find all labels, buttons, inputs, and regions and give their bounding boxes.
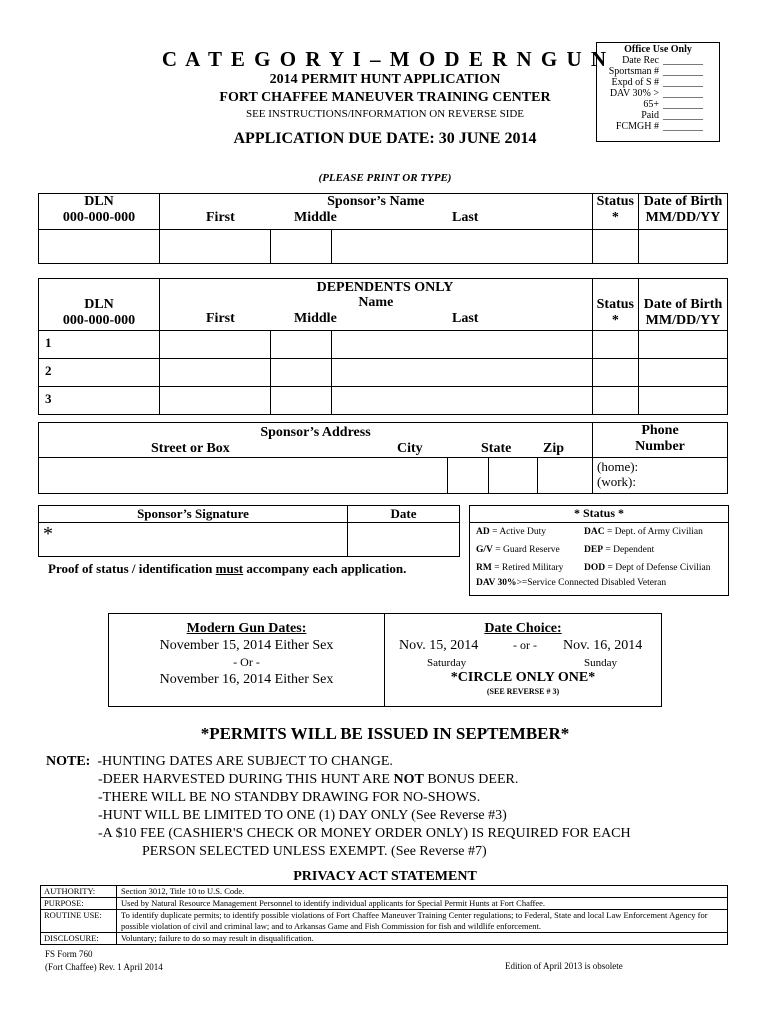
office-row <box>597 110 719 121</box>
sponsor-status-input[interactable] <box>593 230 638 250</box>
status-dav: DAV 30%>=Service Connected Disabled Veteran <box>476 578 667 588</box>
dep-middle-input[interactable] <box>271 359 331 379</box>
sponsor-last-cell[interactable] <box>332 230 593 264</box>
dependent-number: 3 <box>45 391 52 406</box>
dates-box <box>108 613 662 707</box>
office-row <box>597 55 719 66</box>
sponsor-last-input[interactable] <box>332 230 592 250</box>
state-input[interactable] <box>489 458 537 478</box>
city-cell[interactable] <box>448 458 489 494</box>
dep-dob-header: Date of Birth MM/DD/YY <box>639 279 728 331</box>
dep-first-cell[interactable] <box>160 359 271 387</box>
dep-status-input[interactable] <box>593 359 638 379</box>
dep-dob-input[interactable] <box>639 359 727 379</box>
office-label: Paid <box>641 110 659 121</box>
office-label: Sportsman # <box>608 66 659 77</box>
dependents-table <box>38 278 728 415</box>
city-input[interactable] <box>448 458 488 478</box>
dep-middle-cell[interactable] <box>271 331 332 359</box>
privacy-title: PRIVACY ACT STATEMENT <box>293 869 477 884</box>
dep-last-cell[interactable] <box>332 359 593 387</box>
due-date: APPLICATION DUE DATE: 30 JUNE 2014 <box>233 130 537 147</box>
privacy-value: To identify duplicate permits; to identify possible violations of Fort Chaffee Maneuver Training Center regulations; to Federal, State and local Law Enforcement Agency for possible violation of civil and criminal law; and to Arkansas Game and Fish Commission for fish and wildlife enforcement. <box>121 910 708 931</box>
dep-status-input[interactable] <box>593 387 638 407</box>
see-instructions: SEE INSTRUCTIONS/INFORMATION ON REVERSE SIDE <box>245 108 525 120</box>
dep-dln-input[interactable] <box>39 359 159 379</box>
dep-status-header: Status * <box>592 279 638 331</box>
signature-table <box>38 505 460 557</box>
sponsor-status-cell[interactable] <box>592 230 638 264</box>
dependent-row <box>39 387 728 415</box>
status-legend-row: RM = Retired Military DOD = Dept of Defense Civilian <box>476 563 711 573</box>
dep-middle-cell[interactable] <box>271 387 332 415</box>
proof-note: Proof of status / identification must accompany each application. <box>48 561 407 576</box>
office-label: FCMGH # <box>615 121 659 132</box>
modern-gun-dates: Modern Gun Dates: November 15, 2014 Either Sex - Or - November 16, 2014 Either Sex <box>159 621 334 687</box>
office-label: 65+ <box>643 99 659 110</box>
privacy-box <box>40 885 728 945</box>
office-blank[interactable]: ________ <box>663 110 703 121</box>
sponsor-name-header: Sponsor’s Name First Middle Last <box>160 194 593 230</box>
privacy-key: PURPOSE: <box>41 898 117 909</box>
office-label: DAV 30% > <box>609 88 659 99</box>
privacy-row <box>41 886 727 897</box>
note-block: NOTE: -HUNTING DATES ARE SUBJECT TO CHANGE. -DEER HARVESTED DURING THIS HUNT ARE NOT BONUS DEER. -THERE WILL BE NO STANDBY DRAWING FOR NO-SHOWS. -HUNT WILL BE LIMITED TO ONE (1) DAY ONLY (See Reverse #3) -A $10 FEE (CASHIER'S CHECK OR MONEY ORDER ONLY) IS REQUIRED FOR EACH PERSON SELECTED UNLESS EXEMPT. (See Reverse #7) <box>46 754 631 859</box>
dep-last-cell[interactable] <box>332 387 593 415</box>
dep-status-cell[interactable] <box>592 331 638 359</box>
signature-date-input[interactable] <box>348 523 459 543</box>
dep-last-input[interactable] <box>332 331 592 351</box>
phone-work-label: (work): <box>597 474 636 489</box>
dep-dln-input[interactable] <box>39 387 159 407</box>
dep-status-input[interactable] <box>593 331 638 351</box>
sponsor-dob-input[interactable] <box>639 230 727 250</box>
dep-last-cell[interactable] <box>332 331 593 359</box>
status-legend-box <box>469 505 729 596</box>
office-row <box>597 66 719 77</box>
privacy-value: Section 3012, Title 10 to U.S. Code. <box>121 886 245 896</box>
status-header: Status * <box>592 194 638 230</box>
dep-first-input[interactable] <box>160 331 270 351</box>
sponsor-dln-input[interactable] <box>39 230 159 250</box>
privacy-row <box>41 897 727 909</box>
dep-dob-cell[interactable] <box>639 359 728 387</box>
office-blank[interactable]: ________ <box>663 88 703 99</box>
permit-title: 2014 PERMIT HUNT APPLICATION <box>269 72 501 87</box>
date-choice: Date Choice: Nov. 15, 2014 - or - Nov. 16, 2014 Saturday Sunday *CIRCLE ONLY ONE* (SEE REVERSE # 3) <box>399 621 643 696</box>
sponsor-dob-cell[interactable] <box>639 230 728 264</box>
footer-form: FS Form 760 (Fort Chaffee) Rev. 1 April 2014 <box>45 949 163 972</box>
dep-dob-input[interactable] <box>639 387 727 407</box>
sponsor-first-input[interactable] <box>160 230 270 250</box>
state-cell[interactable] <box>489 458 538 494</box>
zip-input[interactable] <box>538 458 592 478</box>
address-table <box>38 422 728 494</box>
choice-nov16[interactable]: Nov. 16, 2014 <box>563 638 643 653</box>
sponsor-dln-cell[interactable] <box>39 230 160 264</box>
office-use-title: Office Use Only <box>624 44 692 55</box>
signature-star: * <box>43 523 53 545</box>
dep-first-cell[interactable] <box>160 387 271 415</box>
dependent-row <box>39 359 728 387</box>
office-label: Expd of S # <box>611 77 659 88</box>
privacy-key: AUTHORITY: <box>41 886 117 897</box>
office-blank[interactable]: ________ <box>663 99 703 110</box>
phone-header: Phone Number <box>593 423 728 458</box>
sponsor-table <box>38 193 728 264</box>
dep-dln-header: DLN 000-000-000 <box>39 279 160 331</box>
sponsor-middle-cell[interactable] <box>271 230 332 264</box>
office-row <box>597 77 719 88</box>
dln-header: DLN 000-000-000 <box>39 194 160 230</box>
dep-last-input[interactable] <box>332 359 592 379</box>
dep-dob-cell[interactable] <box>639 331 728 359</box>
dep-middle-cell[interactable] <box>271 359 332 387</box>
office-row <box>597 121 719 132</box>
dep-dln-cell[interactable] <box>39 331 160 359</box>
center-title: FORT CHAFFEE MANEUVER TRAINING CENTER <box>219 90 551 105</box>
status-legend-row: G/V = Guard Reserve DEP = Dependent <box>476 545 655 555</box>
office-row <box>597 88 719 99</box>
signature-date-cell[interactable] <box>348 523 460 557</box>
sponsor-middle-input[interactable] <box>271 230 331 250</box>
dependent-row <box>39 331 728 359</box>
dep-dln-cell[interactable] <box>39 387 160 415</box>
dep-middle-input[interactable] <box>271 331 331 351</box>
address-header: Sponsor’s Address Street or Box City State Zip <box>39 423 593 458</box>
office-blank[interactable]: ________ <box>663 121 703 132</box>
privacy-value: Voluntary; failure to do so may result in disqualification. <box>121 933 314 943</box>
zip-cell[interactable] <box>538 458 593 494</box>
phone-home-label: (home): <box>597 459 639 474</box>
dep-middle-input[interactable] <box>271 387 331 407</box>
signature-cell[interactable] <box>39 523 348 557</box>
dep-dob-input[interactable] <box>639 331 727 351</box>
dep-dln-input[interactable] <box>39 331 159 351</box>
date-header: Date <box>348 506 460 523</box>
privacy-row <box>41 909 727 932</box>
privacy-key: ROUTINE USE: <box>41 910 117 932</box>
office-row <box>597 99 719 110</box>
dob-header: Date of Birth MM/DD/YY <box>639 194 728 230</box>
footer-edition: Edition of April 2013 is obsolete <box>505 961 623 971</box>
dep-first-input[interactable] <box>160 359 270 379</box>
dep-dob-cell[interactable] <box>639 387 728 415</box>
office-label: Date Rec <box>622 55 659 66</box>
office-blank[interactable]: ________ <box>663 77 703 88</box>
street-cell[interactable] <box>39 458 448 494</box>
dep-first-cell[interactable] <box>160 331 271 359</box>
print-note: (PLEASE PRINT OR TYPE) <box>318 172 452 184</box>
office-blank[interactable]: ________ <box>663 66 703 77</box>
privacy-key: DISCLOSURE: <box>41 933 117 944</box>
street-input[interactable] <box>39 458 447 478</box>
dep-status-cell[interactable] <box>592 359 638 387</box>
dependent-number: 2 <box>45 363 52 378</box>
privacy-value: Used by Natural Resource Management Personnel to identify individual applicants for Special Permit Hunts at Fort Chaffee. <box>121 898 546 908</box>
permits-notice: *PERMITS WILL BE ISSUED IN SEPTEMBER* <box>200 724 570 743</box>
office-use-box <box>596 42 720 142</box>
dep-status-cell[interactable] <box>592 387 638 415</box>
status-legend-row: AD = Active Duty DAC = Dept. of Army Civilian <box>476 527 703 537</box>
sponsor-first-cell[interactable] <box>160 230 271 264</box>
status-legend-title: * Status * <box>470 506 728 523</box>
choice-nov15[interactable]: Nov. 15, 2014 <box>399 638 479 653</box>
office-blank[interactable]: ________ <box>663 55 703 66</box>
dependents-title: DEPENDENTS ONLY <box>316 280 454 295</box>
dep-first-input[interactable] <box>160 387 270 407</box>
dependent-number: 1 <box>45 335 52 350</box>
dep-name-header: Name First Middle Last <box>160 279 593 331</box>
phone-cell[interactable] <box>593 458 728 494</box>
form-category-title: C A T E G O R Y I – M O D E R N G U N <box>161 47 609 71</box>
dep-dln-cell[interactable] <box>39 359 160 387</box>
dep-last-input[interactable] <box>332 387 592 407</box>
privacy-row <box>41 932 727 944</box>
signature-header: Sponsor’s Signature <box>39 506 348 523</box>
